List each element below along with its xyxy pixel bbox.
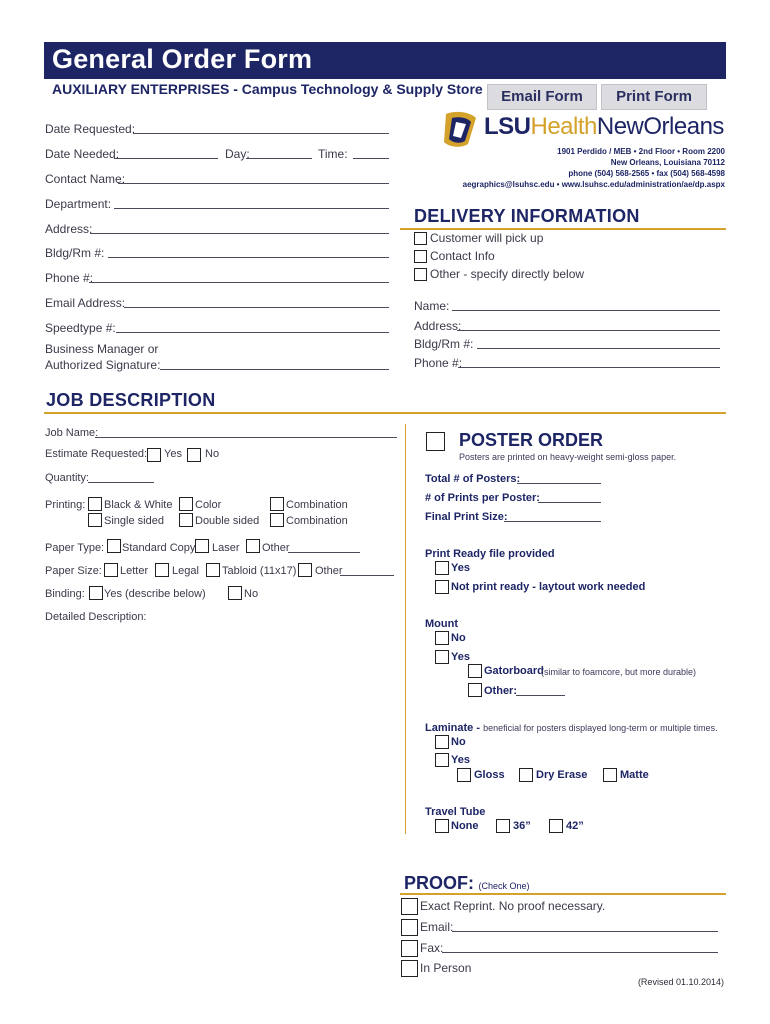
print-ready-no-checkbox[interactable] (435, 580, 449, 594)
print-ready-yes-label: Yes (451, 562, 470, 574)
authorized-signature-field[interactable] (160, 369, 389, 370)
contact-name-label: Contact Name: (45, 172, 126, 186)
address-field[interactable] (90, 233, 389, 234)
pickup-label: Customer will pick up (430, 231, 544, 245)
print-ready-yes-checkbox[interactable] (435, 561, 449, 575)
proof-email-field[interactable] (452, 931, 718, 932)
proof-fax-label: Fax: (420, 941, 444, 955)
job-divider (44, 412, 726, 414)
tube-42-checkbox[interactable] (549, 819, 563, 833)
email-form-button[interactable]: Email Form (487, 84, 597, 110)
prints-per-poster-field[interactable] (538, 502, 601, 503)
proof-fax-field[interactable] (442, 952, 718, 953)
laser-checkbox[interactable] (195, 539, 209, 553)
letter-label: Letter (120, 565, 149, 577)
paper-other-checkbox[interactable] (246, 539, 260, 553)
department-label: Department: (45, 197, 112, 211)
contact-info-label: Contact Info (430, 249, 495, 263)
bldg-rm-field[interactable] (108, 257, 389, 258)
laminate-yes-checkbox[interactable] (435, 753, 449, 767)
gloss-label: Gloss (474, 769, 505, 781)
estimate-no-checkbox[interactable] (187, 448, 201, 462)
proof-check-one: (Check One) (478, 881, 530, 891)
combination-label: Combination (286, 499, 348, 511)
paper-other-label: Other (262, 542, 290, 554)
mount-other-label: Other: (484, 685, 517, 697)
date-requested-label: Date Requested: (45, 122, 136, 136)
dry-erase-label: Dry Erase (536, 769, 588, 781)
date-needed-field[interactable] (114, 158, 218, 159)
detailed-description-label: Detailed Description: (45, 611, 147, 623)
quantity-label: Quantity: (45, 472, 90, 484)
poster-order-checkbox[interactable] (426, 432, 445, 451)
delivery-name-field[interactable] (452, 310, 720, 311)
paper-other-field[interactable] (288, 552, 360, 553)
binding-yes-label: Yes (describe below) (104, 588, 206, 600)
address-line-1: 1901 Perdido / MEB • 2nd Floor • Room 2200 (557, 147, 725, 156)
contact-info-checkbox[interactable] (414, 250, 427, 263)
phone-field[interactable] (89, 282, 389, 283)
total-posters-label: Total # of Posters: (425, 473, 521, 485)
single-sided-checkbox[interactable] (88, 513, 102, 527)
day-field[interactable] (246, 158, 312, 159)
binding-label: Binding: (45, 588, 85, 600)
mount-yes-checkbox[interactable] (435, 650, 449, 664)
laminate-no-label: No (451, 736, 466, 748)
date-needed-label: Date Needed: (45, 147, 120, 161)
page-title: General Order Form (52, 44, 313, 74)
standard-copy-label: Standard Copy (122, 542, 196, 554)
final-print-size-field[interactable] (504, 521, 601, 522)
logo-lsu: LSU (484, 113, 531, 140)
logo-health: Health (530, 113, 597, 140)
delivery-name-label: Name: (414, 299, 450, 313)
vertical-divider (405, 424, 406, 834)
estimate-yes-label: Yes (164, 448, 182, 460)
letter-checkbox[interactable] (104, 563, 118, 577)
speedtype-label: Speedtype #: (45, 321, 116, 335)
color-checkbox[interactable] (179, 497, 193, 511)
email-address-label: Email Address: (45, 296, 126, 310)
delivery-bldg-label: Bldg/Rm #: (414, 337, 474, 351)
lsu-logo-wordmark (484, 113, 724, 141)
combination-sides-label: Combination (286, 515, 348, 527)
mount-other-checkbox[interactable] (468, 683, 482, 697)
detailed-description-area[interactable] (45, 626, 395, 866)
black-white-checkbox[interactable] (88, 497, 102, 511)
address-line-2: New Orleans, Louisiana 70112 (610, 158, 725, 167)
gloss-checkbox[interactable] (457, 768, 471, 782)
tube-42-label: 42” (566, 820, 584, 832)
print-ready-no-label: Not print ready - laytout work needed (451, 581, 646, 593)
double-sided-checkbox[interactable] (179, 513, 193, 527)
binding-no-label: No (244, 588, 259, 600)
tabloid-label: Tabloid (11x17) (222, 565, 297, 577)
lsu-logo-icon (440, 108, 480, 150)
size-other-label: Other (315, 565, 343, 577)
mount-other-field[interactable] (516, 695, 565, 696)
total-posters-field[interactable] (517, 483, 601, 484)
delivery-address-label: Address: (414, 319, 462, 333)
laminate-no-checkbox[interactable] (435, 735, 449, 749)
mount-no-checkbox[interactable] (435, 631, 449, 645)
legal-label: Legal (172, 565, 199, 577)
proof-title: PROOF: (404, 873, 474, 893)
matte-checkbox[interactable] (603, 768, 617, 782)
revised-date: (Revised 01.10.2014) (637, 977, 724, 987)
gatorboard-note: (similar to foamcore, but more durable) (541, 667, 697, 677)
contact-name-field[interactable] (118, 183, 389, 184)
other-delivery-checkbox[interactable] (414, 268, 427, 281)
delivery-address-field[interactable] (457, 330, 720, 331)
exact-reprint-label: Exact Reprint. No proof necessary. (420, 899, 606, 913)
binding-yes-checkbox[interactable] (89, 586, 103, 600)
estimate-yes-checkbox[interactable] (147, 448, 161, 462)
matte-label: Matte (620, 769, 649, 781)
dry-erase-checkbox[interactable] (519, 768, 533, 782)
size-other-checkbox[interactable] (298, 563, 312, 577)
tabloid-checkbox[interactable] (206, 563, 220, 577)
laminate-label: Laminate - (425, 722, 481, 734)
mount-no-label: No (451, 632, 466, 644)
speedtype-field[interactable] (116, 332, 389, 333)
double-sided-label: Double sided (195, 515, 260, 527)
email-address-field[interactable] (124, 307, 389, 308)
single-sided-label: Single sided (104, 515, 164, 527)
binding-no-checkbox[interactable] (228, 586, 242, 600)
tube-36-checkbox[interactable] (496, 819, 510, 833)
print-ready-label: Print Ready file provided (425, 548, 555, 560)
proof-divider (400, 893, 726, 895)
delivery-phone-field[interactable] (458, 367, 720, 368)
size-other-field[interactable] (340, 575, 394, 576)
paper-size-label: Paper Size: (45, 565, 102, 577)
tube-36-label: 36” (513, 820, 531, 832)
black-white-label: Black & White (104, 499, 173, 511)
standard-copy-checkbox[interactable] (107, 539, 121, 553)
in-person-checkbox[interactable] (401, 960, 418, 977)
in-person-label: In Person (420, 961, 472, 975)
tube-none-label: None (451, 820, 479, 832)
print-form-button[interactable]: Print Form (601, 84, 707, 110)
delivery-divider (400, 228, 726, 230)
department-field[interactable] (114, 208, 389, 209)
tube-none-checkbox[interactable] (435, 819, 449, 833)
time-label: Time: (318, 147, 348, 161)
laminate-yes-label: Yes (451, 754, 470, 766)
page-subtitle: AUXILIARY ENTERPRISES - Campus Technology & Supply Store (52, 81, 483, 97)
proof-fax-checkbox[interactable] (401, 940, 418, 957)
mount-yes-label: Yes (451, 651, 470, 663)
day-label: Day: (225, 147, 250, 161)
proof-heading (404, 873, 529, 894)
estimate-requested-label: Estimate Requested: (45, 448, 148, 460)
prints-per-poster-label: # of Prints per Poster: (425, 492, 540, 504)
address-line-4: aegraphics@lsuhsc.edu • www.lsuhsc.edu/administration/ae/dp.aspx (462, 180, 725, 189)
quantity-field[interactable] (88, 482, 154, 483)
estimate-no-label: No (205, 448, 220, 460)
delivery-bldg-field[interactable] (477, 348, 720, 349)
job-name-field[interactable] (95, 437, 397, 438)
legal-checkbox[interactable] (155, 563, 169, 577)
proof-email-checkbox[interactable] (401, 919, 418, 936)
laminate-note: beneficial for posters displayed long-term or multiple times. (483, 723, 718, 733)
business-manager-label: Business Manager or (45, 342, 159, 356)
combination-checkbox[interactable] (270, 497, 284, 511)
job-name-label: Job Name: (45, 427, 99, 439)
logo-neworleans: NewOrleans (596, 113, 724, 140)
phone-label: Phone #: (45, 271, 94, 285)
authorized-signature-label: Authorized Signature: (45, 358, 161, 372)
poster-note: Posters are printed on heavy-weight semi-gloss paper. (459, 452, 677, 462)
other-delivery-label: Other - specify directly below (430, 267, 585, 281)
delivery-phone-label: Phone #: (414, 356, 463, 370)
paper-type-label: Paper Type: (45, 542, 105, 554)
store-address (440, 146, 725, 190)
poster-order-title: POSTER ORDER (459, 430, 604, 450)
final-print-size-label: Final Print Size: (425, 511, 508, 523)
laser-label: Laser (212, 542, 240, 554)
printing-label: Printing: (45, 499, 86, 511)
date-requested-field[interactable] (133, 133, 389, 134)
laminate-section (425, 722, 718, 734)
gatorboard-label: Gatorboard (484, 665, 544, 677)
delivery-title: DELIVERY INFORMATION (414, 206, 640, 226)
exact-reprint-checkbox[interactable] (401, 898, 418, 915)
address-line-3: phone (504) 568-2565 • fax (504) 568-4598 (568, 169, 725, 178)
address-label: Address: (45, 222, 93, 236)
travel-tube-label: Travel Tube (425, 806, 486, 818)
pickup-checkbox[interactable] (414, 232, 427, 245)
job-description-title: JOB DESCRIPTION (46, 390, 216, 410)
color-label: Color (195, 499, 222, 511)
bldg-rm-label: Bldg/Rm #: (45, 246, 105, 260)
proof-email-label: Email: (420, 920, 454, 934)
gatorboard-checkbox[interactable] (468, 664, 482, 678)
combination-sides-checkbox[interactable] (270, 513, 284, 527)
time-field[interactable] (353, 158, 389, 159)
mount-label: Mount (425, 618, 458, 630)
